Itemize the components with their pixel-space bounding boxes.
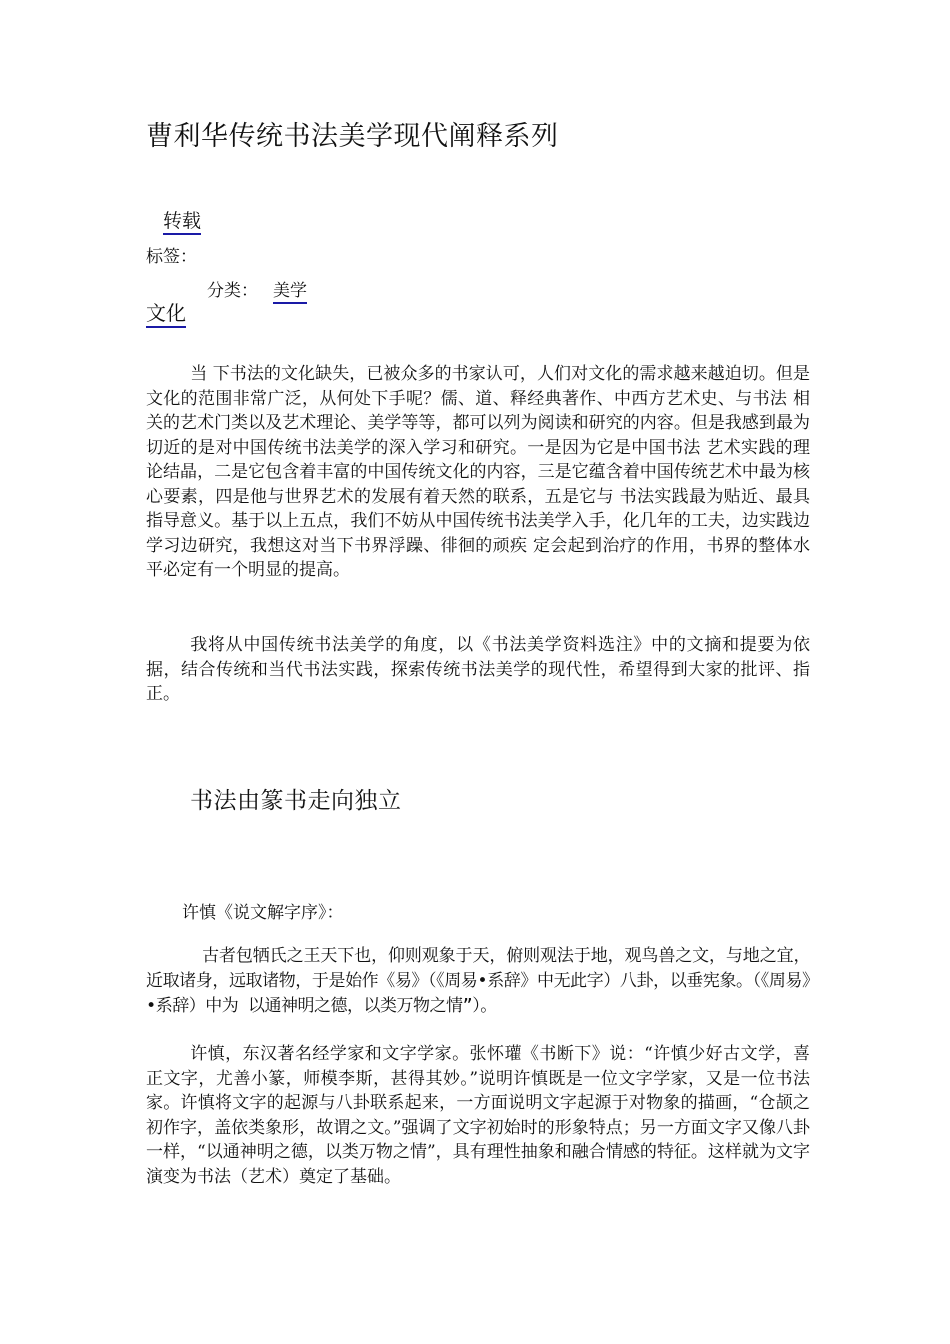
section-heading: 书法由篆书走向独立 xyxy=(190,788,402,814)
category-label: 分类： xyxy=(207,281,258,301)
intro-paragraph: 当 下书法的文化缺失，已被众多的书家认可，人们对文化的需求越来越迫切。但是文化的范围非常广泛，从何处下手呢？儒、道、释经典著作、中西方艺术史、与书法 相关的艺术门类以及艺术理论、美学等等，都可以列为阅读和研究的内容。但是我感到最为切近的是对中国传统书法美学的深入学习和研究。一是因为它是中国书法 艺术实践的理论结晶，二是它包含着丰富的中国传统文化的内容，三是它蕴含着中国传统艺术中最为核心要素，四是他与世界艺术的发展有着天然的联系，五是它与 书法实践最为贴近、最具指导意义。基于以上五点，我们不妨从中国传统书法美学入手，化几年的工夫，边实践边学习边研究，我想这对当下书界浮躁、徘徊的顽疾 定会起到治疗的作用，书界的整体水平必定有一个明显的提高。 xyxy=(146,364,810,580)
category-link-wrapper xyxy=(273,276,307,301)
category-link-wrapper xyxy=(146,297,186,326)
tags-label: 标签： xyxy=(146,247,197,267)
category-link-culture[interactable]: 文化 xyxy=(146,301,186,328)
article-title: 曹利华传统书法美学现代阐释系列 xyxy=(146,121,559,152)
intro-paragraph: 我将从中国传统书法美学的角度，以《书法美学资料选注》中的文摘和提要为依据，结合传统和当代书法实践，探索传统书法美学的现代性，希望得到大家的批评、指正。 xyxy=(146,635,810,704)
category-link-aesthetics[interactable]: 美学 xyxy=(273,281,307,304)
quote-source: 许慎《说文解字序》： xyxy=(182,903,344,923)
commentary-paragraph: 许慎，东汉著名经学家和文字学家。张怀瓘《书断下》说：“许慎少好古文学，喜正文字，尤善小篆，师模李斯，甚得其妙。”说明许慎既是一位文字学家，又是一位书法家。许慎将文字的起源与八卦联系起来，一方面说明文字起源于对物象的描画，“仓颉之初作字，盖依类象形，故谓之文。”强调了文字初始时的形象特点；另一方面文字又像八卦一样，“以通神明之德，以类万物之情”，具有理性抽象和融合情感的特征。这样就为文字演变为书法（艺术）奠定了基础。 xyxy=(146,1044,810,1187)
repost-link-wrapper xyxy=(163,206,201,233)
classical-quote: 古者包牺氏之王天下也，仰则观象于天，俯则观法于地，观鸟兽之文，与地之宜，近取诸身，远取诸物，于是始作《易》（《周易•系辞》中无此字）八卦，以垂宪象。（《周易》•系辞）中为 以通神明之德，以类万物之情”）。 xyxy=(146,946,810,1016)
repost-link[interactable]: 转载 xyxy=(163,210,201,235)
